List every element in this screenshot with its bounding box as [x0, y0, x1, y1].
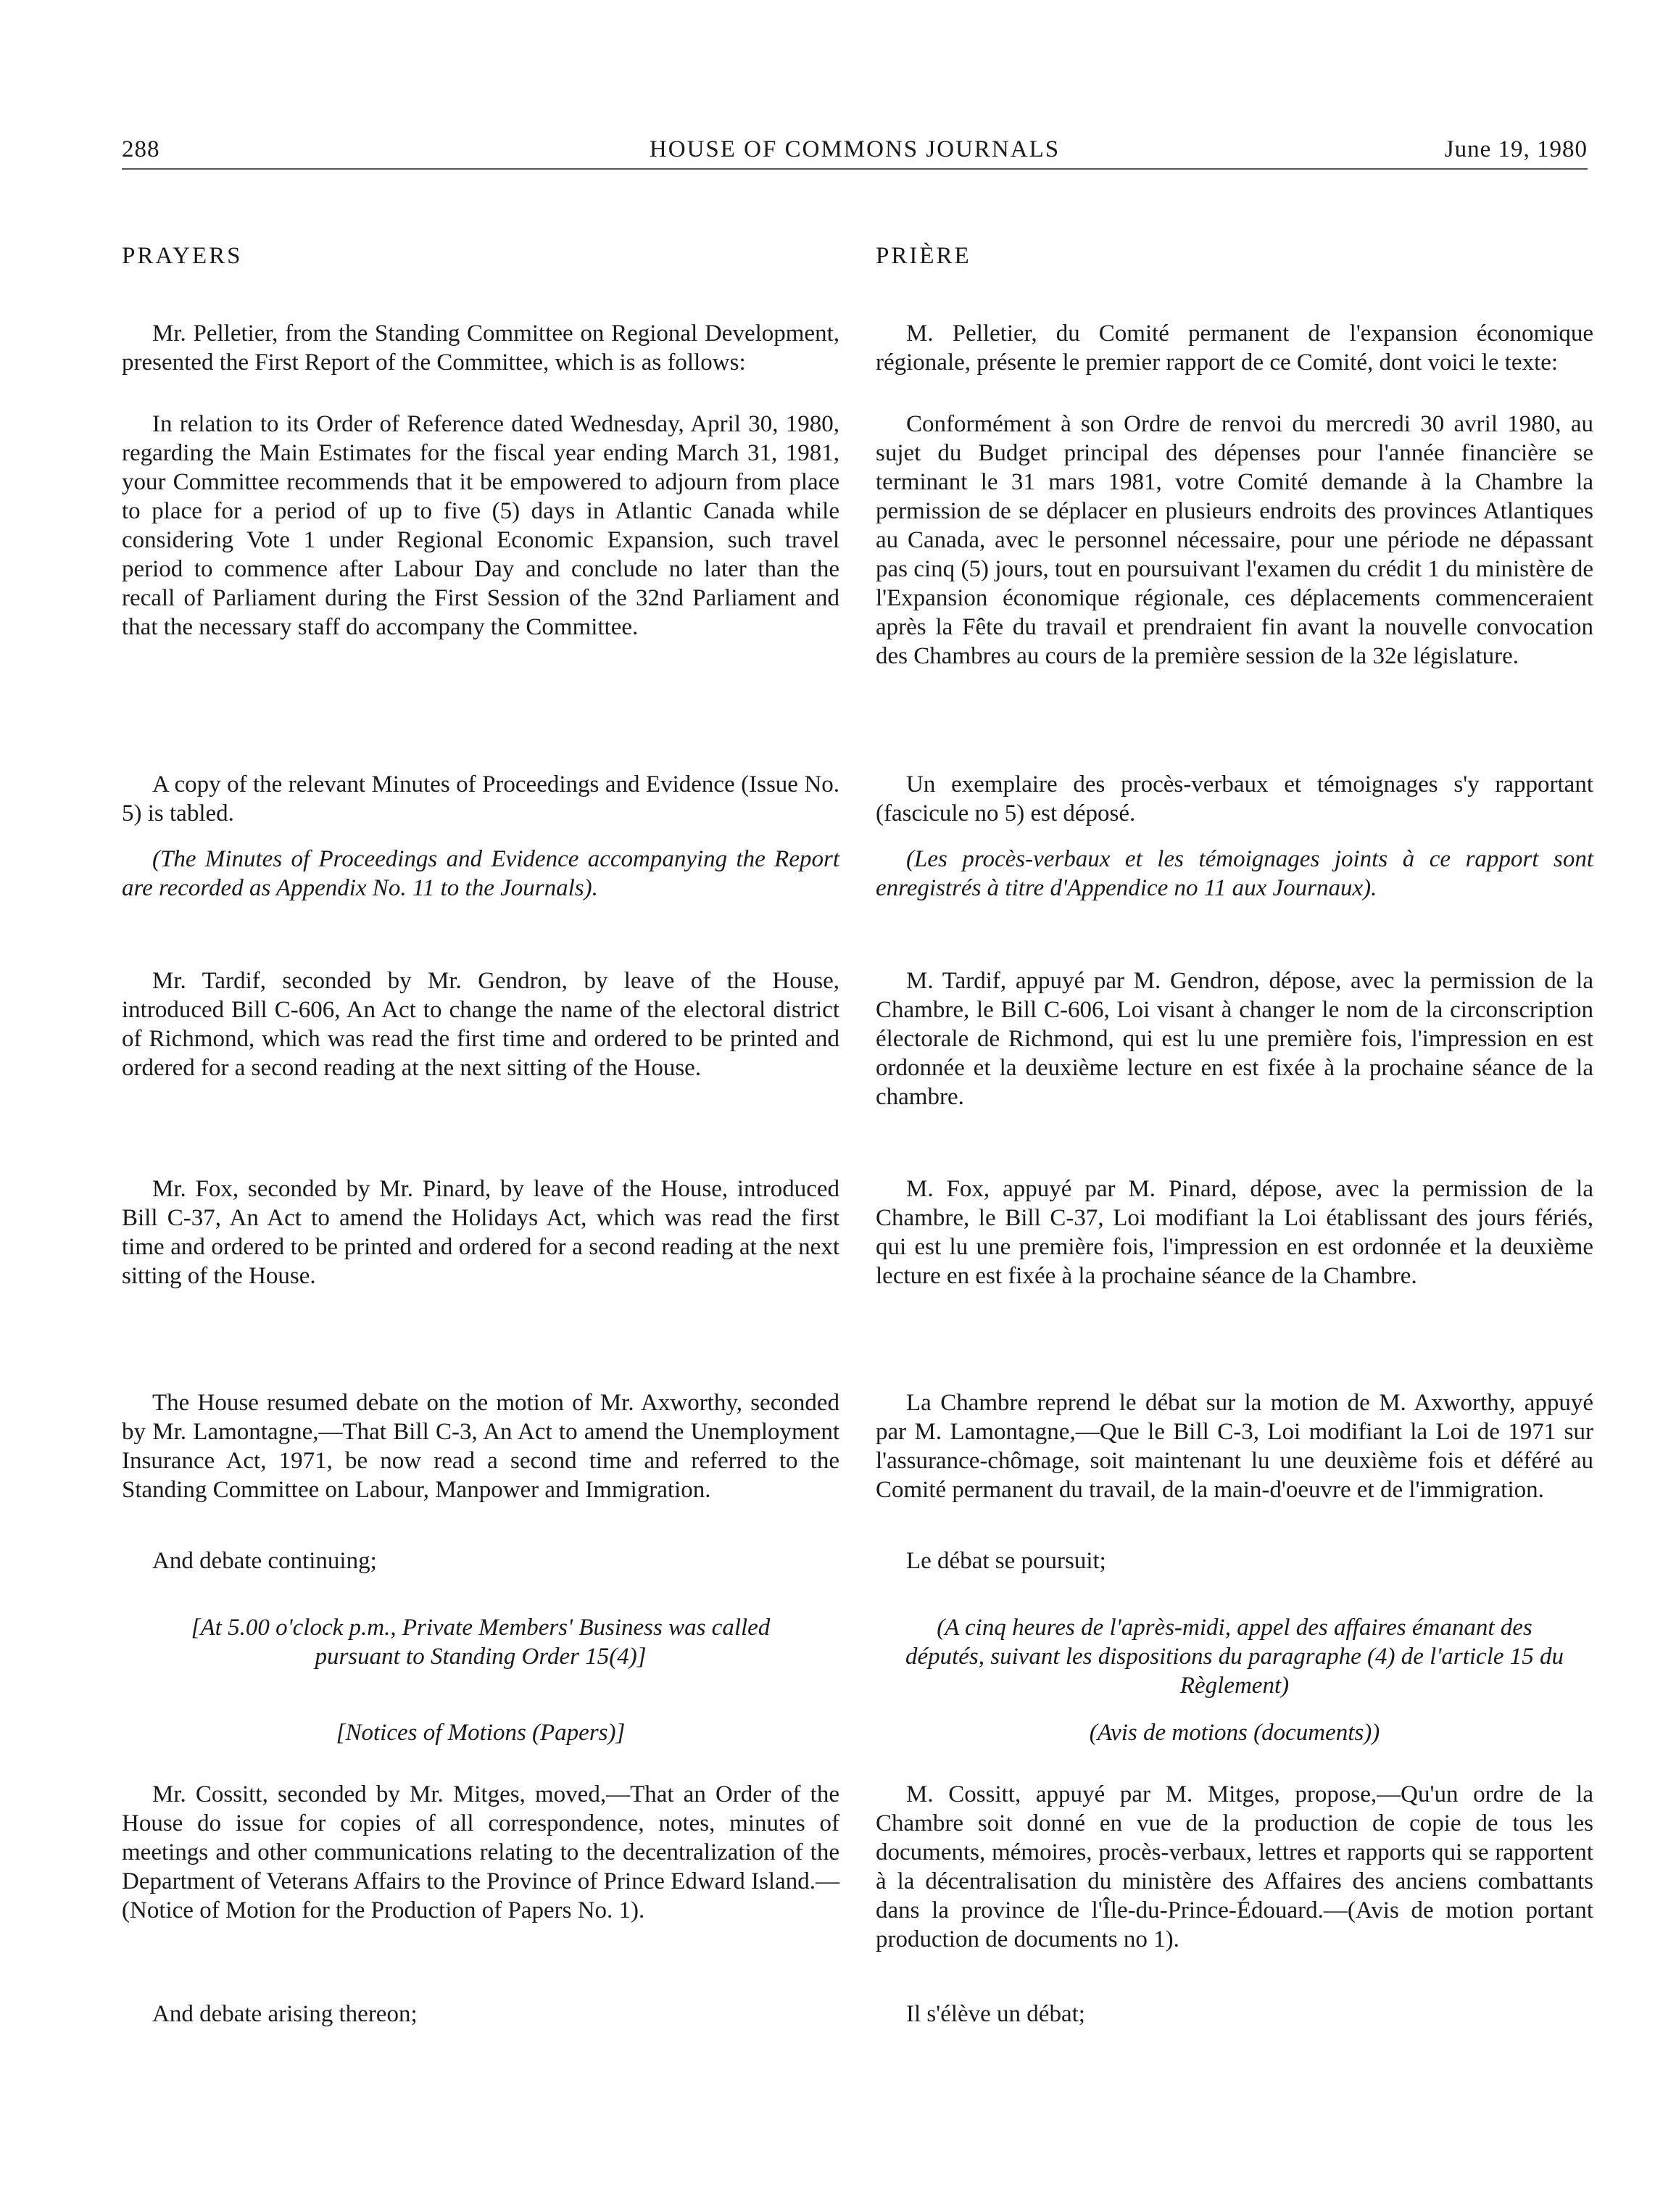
notices-heading-en: [Notices of Motions (Papers)]	[336, 1720, 626, 1746]
cossitt-motion-en: Mr. Cossitt, seconded by Mr. Mitges, moved,—That an Order of the House do issue for copies of all correspondence, notes, minutes of meetings and other communications relating to the decentralization of the Department of Veterans Affairs to the Province of Prince Edward Island.—(Notice of Motion for the Production of Papers No. 1).	[122, 1781, 839, 1923]
report-intro-en: Mr. Pelletier, from the Standing Committee on Regional Development, presented the First Report of the Committee, which is as follows:	[122, 320, 839, 376]
debate-arising-en: And debate arising thereon;	[152, 2001, 418, 2027]
bill-c37-en: Mr. Fox, seconded by Mr. Pinard, by leave of the House, introduced Bill C-37, An Act to amend the Holidays Act, which was read the first time and ordered to be printed and ordered for a second reading at the next sitting of the House.	[122, 1176, 839, 1289]
journal-title: HOUSE OF COMMONS JOURNALS	[649, 136, 1061, 162]
debate-arising-fr: Il s'élève un débat;	[906, 2001, 1085, 2027]
report-text-fr: Conformément à son Ordre de renvoi du mercredi 30 avril 1980, au sujet du Budget principal des dépenses pour l'année financière se terminant le 31 mars 1981, votre Comité demande à la Chambre la permission de se déplacer en plusieurs endroits des provinces Atlantiques au Canada, avec le personnel nécessaire, pour une période ne dépassant pas cinq (5) jours, tout en poursuivant l'examen du crédit 1 du ministère de l'Expansion économique régionale, ces déplacements commenceraient après la Fête du travail et prendraient fin avant la nouvelle convocation des Chambres au cours de la première session de la 32e législature.	[876, 411, 1593, 669]
report-text-en: In relation to its Order of Reference dated Wednesday, April 30, 1980, regarding the Main Estimates for the fiscal year ending March 31, 1981, your Committee recommends that it be empowered to adjourn from place to place for a period of up to five (5) days in Atlantic Canada while considering Vote 1 under Regional Economic Expansion, such travel period to commence after Labour Day and conclude no later than the recall of Parliament during the First Session of the 32nd Parliament and that the necessary staff do accompany the Committee.	[122, 411, 839, 640]
private-members-note-fr: (A cinq heures de l'après-midi, appel des affaires émanant des députés, suivant les dispositions du paragraphe (4) de l'article 15 du Règlement)	[905, 1615, 1564, 1699]
page-header	[122, 131, 1588, 174]
appendix-note-en: (The Minutes of Proceedings and Evidence accompanying the Report are recorded as Appendix No. 11 to the Journals).	[122, 846, 839, 901]
debate-resumed-fr: La Chambre reprend le débat sur la motion de M. Axworthy, appuyé par M. Lamontagne,—Que le Bill C-3, Loi modifiant la Loi de 1971 sur l'assurance-chômage, soit maintenant lu une deuxième fois et déféré au Comité permanent du travail, de la main-d'oeuvre et de l'immigration.	[876, 1390, 1593, 1503]
minutes-tabled-fr: Un exemplaire des procès-verbaux et témoignages s'y rapportant (fascicule no 5) est déposé.	[876, 771, 1593, 827]
minutes-tabled-en: A copy of the relevant Minutes of Proceedings and Evidence (Issue No. 5) is tabled.	[122, 771, 839, 827]
bill-c606-fr: M. Tardif, appuyé par M. Gendron, dépose, avec la permission de la Chambre, le Bill C-606, Loi visant à changer le nom de la circonscription électorale de Richmond, qui est lu une première fois, l'impression en est ordonnée et la deuxième lecture en est fixée à la prochaine séance de la chambre.	[876, 968, 1593, 1110]
debate-continuing-en: And debate continuing;	[152, 1548, 377, 1574]
debate-resumed-en: The House resumed debate on the motion of Mr. Axworthy, seconded by Mr. Lamontagne,—That Bill C-3, An Act to amend the Unemployment Insurance Act, 1971, be now read a second time and referred to the Standing Committee on Labour, Manpower and Immigration.	[122, 1390, 839, 1503]
page-number: 288	[122, 136, 160, 162]
cossitt-motion-fr: M. Cossitt, appuyé par M. Mitges, propose,—Qu'un ordre de la Chambre soit donné en vue de la production de copie de tous les documents, mémoires, procès-verbaux, lettres et rapports qui se rapportent à la décentralisation du ministère des Affaires des anciens combattants dans la province de l'Île-du-Prince-Édouard.—(Avis de motion portant production de documents no 1).	[876, 1781, 1593, 1952]
appendix-note-fr: (Les procès-verbaux et les témoignages joints à ce rapport sont enregistrés à titre d'Appendice no 11 aux Journaux).	[876, 846, 1593, 901]
private-members-note-en: [At 5.00 o'clock p.m., Private Members' Business was called pursuant to Standing Order 15(4)]	[191, 1615, 771, 1670]
bill-c37-fr: M. Fox, appuyé par M. Pinard, dépose, avec la permission de la Chambre, le Bill C-37, Loi modifiant la Loi établissant des jours fériés, qui est lu une première fois, l'impression en est ordonnée et la deuxième lecture en est fixée à la prochaine séance de la Chambre.	[876, 1176, 1593, 1289]
notices-heading-fr: (Avis de motions (documents))	[1089, 1720, 1380, 1746]
bill-c606-en: Mr. Tardif, seconded by Mr. Gendron, by leave of the House, introduced Bill C-606, An Act to change the name of the electoral district of Richmond, which was read the first time and ordered to be printed and ordered for a second reading at the next sitting of the House.	[122, 968, 839, 1081]
header-rule	[122, 168, 1588, 170]
report-intro-fr: M. Pelletier, du Comité permanent de l'expansion économique régionale, présente le premier rapport de ce Comité, dont voici le texte:	[876, 320, 1593, 376]
prayers-heading: PRAYERS	[122, 243, 243, 269]
priere-heading: PRIÈRE	[876, 243, 971, 269]
debate-continuing-fr: Le débat se poursuit;	[906, 1548, 1106, 1574]
journal-date: June 19, 1980	[1444, 136, 1588, 162]
